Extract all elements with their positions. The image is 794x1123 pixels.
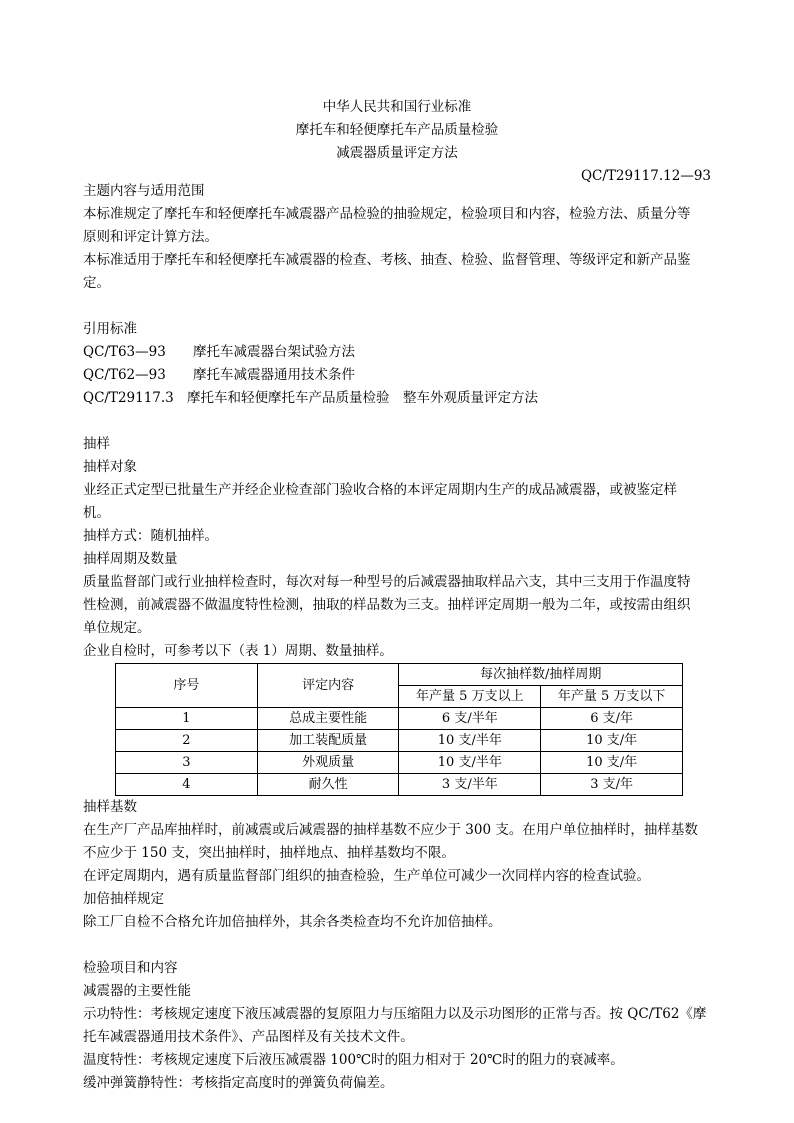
paragraph: 托车减震器通用技术条件》、产品图样及有关技术文件。: [83, 1029, 414, 1045]
table-row: [116, 752, 683, 774]
title-block: [0, 96, 794, 165]
standard-category: 中华人民共和国行业标准: [322, 99, 472, 115]
table-cell: 6 支/半年: [399, 708, 541, 730]
standard-number: QC/T29117.12—93: [580, 168, 711, 184]
spacer: [83, 295, 713, 318]
reference-code: QC/T29117.3: [83, 390, 174, 406]
table-header-cell: 年产量 5 万支以上: [399, 686, 541, 708]
table-cell: 6 支/年: [541, 708, 683, 730]
reference-title: 摩托车减震器台架试验方法: [193, 344, 355, 360]
subsection-heading: 抽样对象: [83, 459, 137, 475]
table-cell: 外观质量: [257, 752, 399, 774]
table-header-cell: 评定内容: [257, 664, 399, 708]
table-row: [116, 708, 683, 730]
paragraph: 除工厂自检不合格允许加倍抽样外，其余各类检查均不允许加倍抽样。: [83, 914, 502, 930]
paragraph: 示功特性：考核规定速度下液压减震器的复原阻力与压缩阻力以及示功图形的正常与否。按 QC/T62《摩: [83, 1006, 707, 1022]
paragraph: 在评定周期内，遇有质量监督部门组织的抽查检验，生产单位可减少一次同样内容的检查试验。: [83, 868, 650, 884]
paragraph: 温度特性：考核规定速度下后液压减震器 100℃时的阻力相对于 20℃时的阻力的衰减率。: [83, 1052, 624, 1068]
paragraph: 本标准规定了摩托车和轻便摩托车减震器产品检验的抽验规定，检验项目和内容，检验方法、质量分等: [83, 206, 691, 222]
subsection-heading: 加倍抽样规定: [83, 891, 164, 907]
subsection-heading: 抽样基数: [83, 799, 137, 815]
table-cell: 10 支/半年: [399, 752, 541, 774]
paragraph: 本标准适用于摩托车和轻便摩托车减震器的检查、考核、抽查、检验、监督管理、等级评定和新产品鉴: [83, 252, 691, 268]
reference-title: 摩托车和轻便摩托车产品质量检验 整车外观质量评定方法: [187, 390, 538, 406]
reference-code: QC/T63—93: [83, 344, 166, 360]
table-cell: 1: [116, 708, 258, 730]
table-row: [116, 730, 683, 752]
table-cell: 加工装配质量: [257, 730, 399, 752]
paragraph: 机。: [83, 505, 110, 521]
table-header-row: [116, 664, 683, 686]
table-cell: 2: [116, 730, 258, 752]
table-row: [116, 774, 683, 796]
paragraph: 抽样方式：随机抽样。: [83, 528, 218, 544]
document-subtitle: 减震器质量评定方法: [336, 145, 458, 161]
reference-item: [83, 364, 713, 387]
table-cell: 10 支/半年: [399, 730, 541, 752]
table-header-cell: 每次抽样数/抽样周期: [399, 664, 683, 686]
paragraph: 定。: [83, 275, 110, 291]
table-cell: 4: [116, 774, 258, 796]
spacer: [83, 410, 713, 433]
table-cell: 10 支/年: [541, 752, 683, 774]
paragraph: 原则和评定计算方法。: [83, 229, 218, 245]
section-heading-inspection: 检验项目和内容: [83, 960, 178, 976]
paragraph: 缓冲弹簧静特性：考核指定高度时的弹簧负荷偏差。: [83, 1075, 394, 1091]
table-header-cell: 序号: [116, 664, 258, 708]
paragraph: 企业自检时，可参考以下（表 1）周期、数量抽样。: [83, 643, 393, 659]
table-cell: 总成主要性能: [257, 708, 399, 730]
document-body: [83, 180, 713, 1095]
table-cell: 10 支/年: [541, 730, 683, 752]
section-heading-scope: 主题内容与适用范围: [83, 183, 205, 199]
section-heading-references: 引用标准: [83, 321, 137, 337]
reference-title: 摩托车减震器通用技术条件: [193, 367, 355, 383]
subsection-heading: 抽样周期及数量: [83, 551, 178, 567]
paragraph: 业经正式定型已批量生产并经企业检查部门验收合格的本评定周期内生产的成品减震器，或被鉴定样: [83, 482, 677, 498]
table-cell: 3 支/年: [541, 774, 683, 796]
table-cell: 3 支/半年: [399, 774, 541, 796]
paragraph: 在生产厂产品库抽样时，前减震或后减震器的抽样基数不应少于 300 支。在用户单位抽样时，抽样基数: [83, 822, 698, 838]
paragraph: 单位规定。: [83, 620, 151, 636]
paragraph: 质量监督部门或行业抽样检查时，每次对每一种型号的后减震器抽取样品六支，其中三支用于作温度特: [83, 574, 691, 590]
subsection-heading: 减震器的主要性能: [83, 983, 191, 999]
section-heading-sampling: 抽样: [83, 436, 110, 452]
document-title: 摩托车和轻便摩托车产品质量检验: [295, 122, 499, 138]
table-cell: 耐久性: [257, 774, 399, 796]
reference-item: [83, 387, 713, 410]
table-header-cell: 年产量 5 万支以下: [541, 686, 683, 708]
paragraph: 不应少于 150 支，突出抽样时，抽样地点、抽样基数均不限。: [83, 845, 455, 861]
sampling-table: [115, 663, 683, 796]
paragraph: 性检测，前减震器不做温度特性检测，抽取的样品数为三支。抽样评定周期一般为二年，或按需由组织: [83, 597, 691, 613]
spacer: [83, 934, 713, 957]
reference-code: QC/T62—93: [83, 367, 166, 383]
reference-item: [83, 341, 713, 364]
table-cell: 3: [116, 752, 258, 774]
